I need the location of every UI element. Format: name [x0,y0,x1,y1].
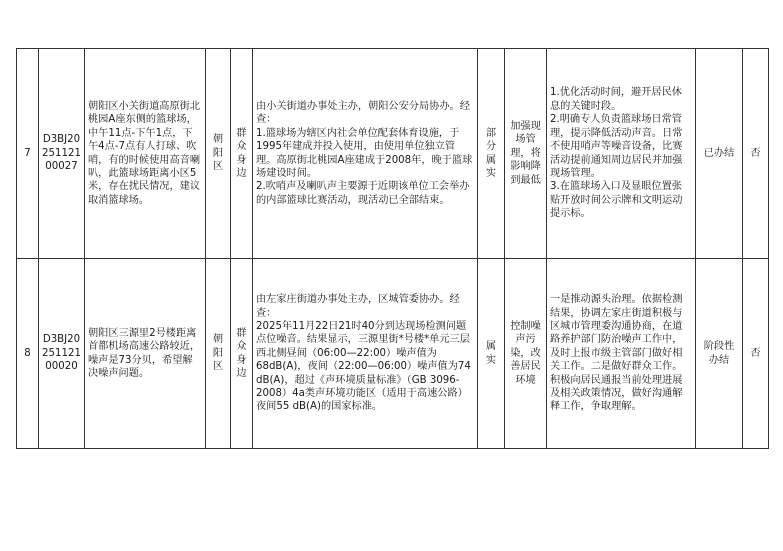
problem-description: 朝阳区小关街道高原街北桃园A座东侧的篮球场，中午11点-下午1点，下午4点-7点有人打球、吹哨，有的时候使用高音喇叭，此篮球场距离小区5米，存在扰民情况，建议取消篮球场。 [85,49,206,259]
status: 已办结 [696,49,743,259]
row-number: 7 [17,49,39,259]
verdict: 部分属实 [478,49,505,259]
table-row [17,259,769,449]
problem-description: 朝阳区三源里2号楼距离首都机场高速公路较近，噪声是73分贝，希望解决噪声问题。 [85,259,206,449]
actions-paragraph: 3.在篮球场入口及显眼位置张贴开放时间公示牌和文明运动提示标。 [550,181,683,220]
accountability: 否 [743,259,769,449]
complaint-table [16,48,769,449]
accountability: 否 [743,49,769,259]
findings-paragraph: 1.篮球场为辖区内社会单位配套体育设施，于1995年建成并投入使用，由使用单位独立管理。高原街北桃园A座建成于2008年，晚于篮球场建设时间。 [256,127,473,179]
findings-paragraph: 由左家庄街道办事处主办，区城管委协办。经查： [256,294,460,319]
findings-paragraph: 2.吹哨声及喇叭声主要源于近期该单位工会举办的内部篮球比赛活动，现活动已全部结束。 [256,181,470,206]
category: 群众身边 [231,49,253,259]
verdict: 属实 [478,259,505,449]
handling-measure: 加强现场管理，将影响降到最低 [505,49,547,259]
investigation-findings [253,49,478,259]
case-code: D3BJ2025112100020 [39,259,85,449]
handling-measure: 控制噪声污染，改善居民环境 [505,259,547,449]
actions-paragraph: 一是推动源头治理。依据检测结果，协调左家庄街道积极与区城市管理委沟通协商，在道路养护部门防治噪声工作中，及时上报市级主管部门做好相关工作。二是做好群众工作。积极向居民通报当前处理进展及相关政策情况，做好沟通解释工作，争取理解。 [550,294,683,413]
rectification-actions [547,49,696,259]
findings-paragraph: 由小关街道办事处主办，朝阳公安分局协办。经查： [256,100,470,126]
category: 群众身边 [231,259,253,449]
case-code: D3BJ2025112100027 [39,49,85,259]
actions-paragraph: 2.明确专人负责篮球场日常管理，提示降低活动声音。日常不使用哨声等噪音设备，比赛活动提前通知周边居民并加强现场管理。 [550,114,683,179]
table-row [17,49,769,259]
findings-paragraph: 2025年11月22日21时40分到达现场检测问题点位噪音。结果显示，三源里街*号楼*单元三层西北侧昼间（06:00—22:00）噪声值为68dB(A)，夜间（22:00—06:00）噪声值为74 dB(A)，超过《声环境质量标准》（GB 3096-2008）4a类声环境功能区（适用于高速公路）夜间55 dB(A)的国家标准。 [256,320,471,413]
district: 朝阳区 [206,259,231,449]
rectification-actions [547,259,696,449]
investigation-findings [253,259,478,449]
actions-paragraph: 1.优化活动时间，避开居民休息的关键时段。 [550,87,682,112]
status: 阶段性办结 [696,259,743,449]
row-number: 8 [17,259,39,449]
district: 朝阳区 [206,49,231,259]
